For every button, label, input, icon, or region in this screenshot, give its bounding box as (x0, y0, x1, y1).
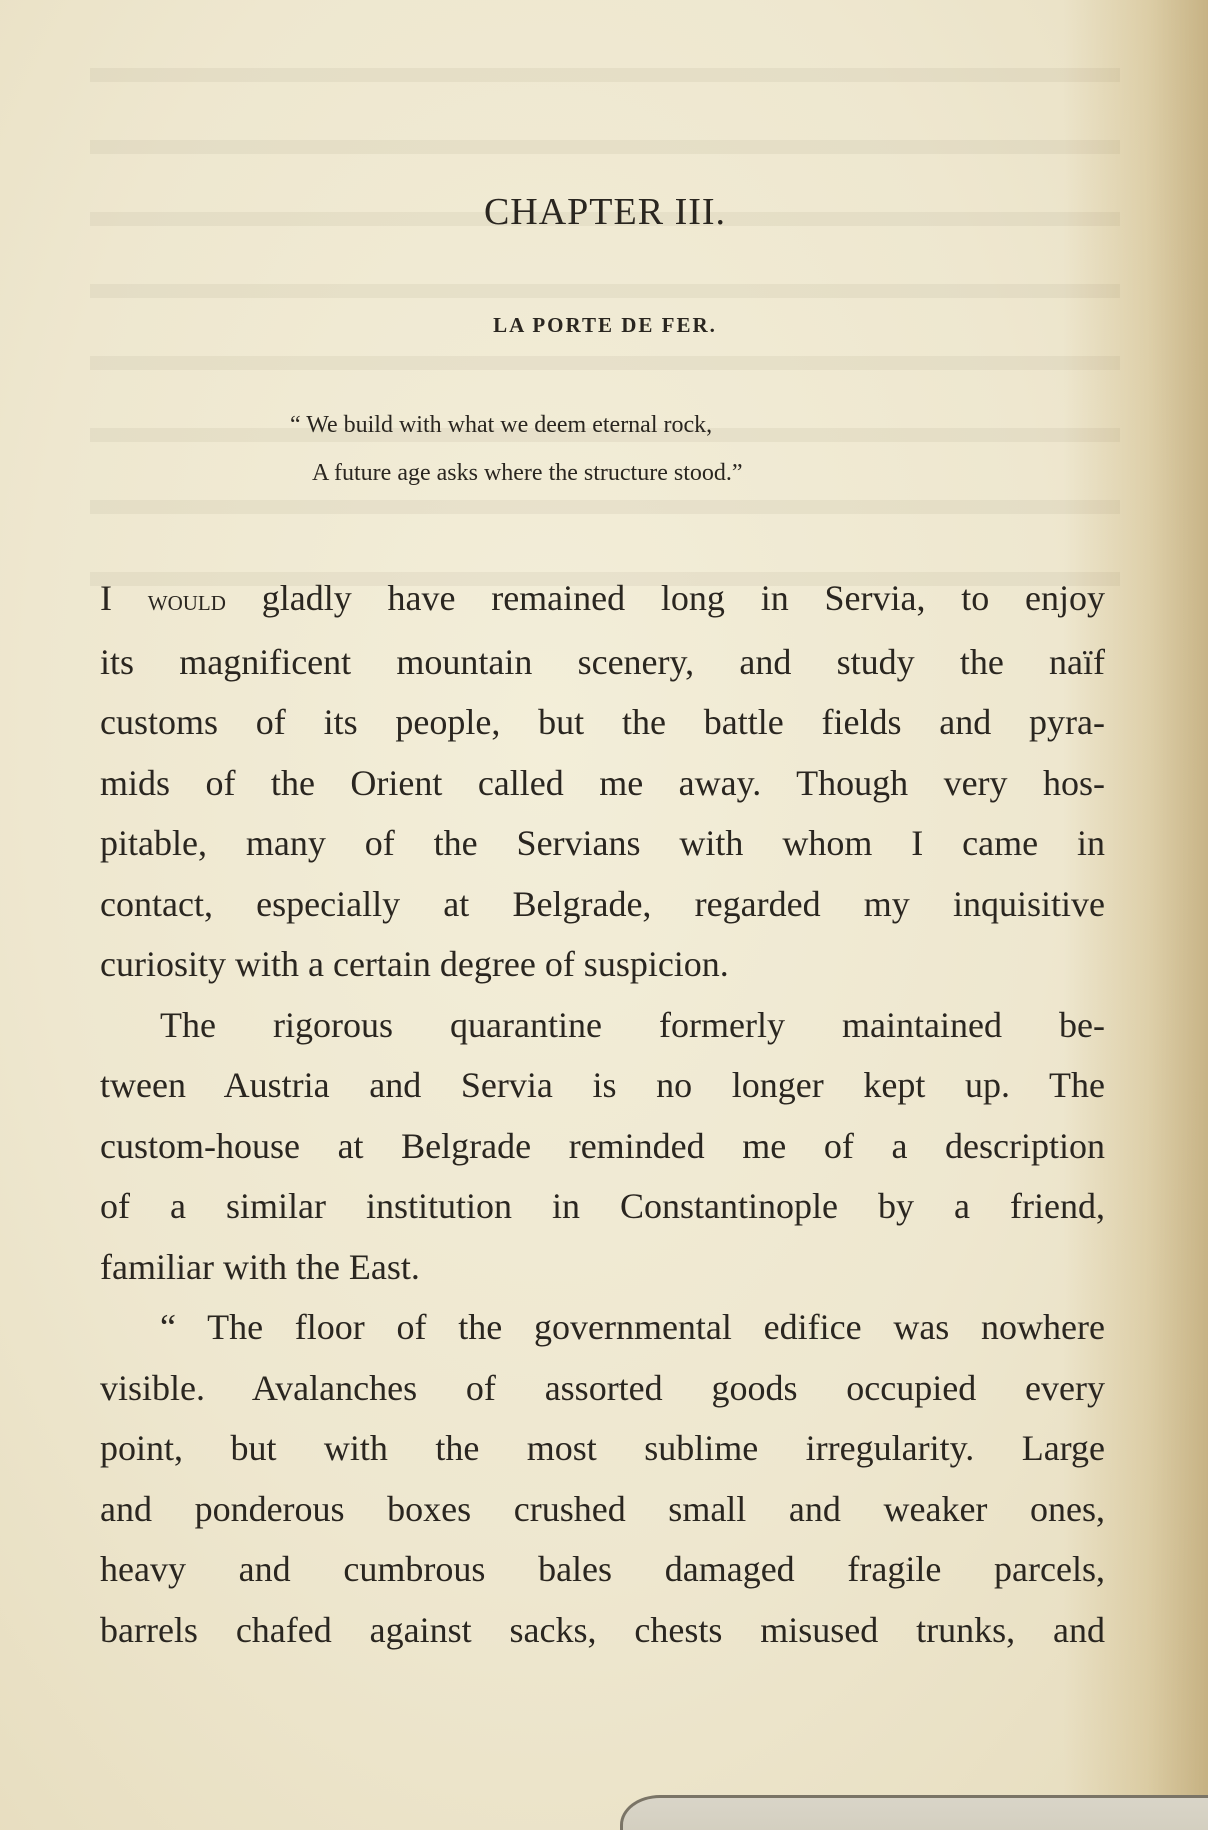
next-page-edge (620, 1795, 1208, 1830)
chapter-subtitle: LA PORTE DE FER. (493, 313, 717, 337)
text-line: tween Austria and Servia is no longer kept up. The (100, 1065, 1105, 1105)
text-line: mids of the Orient called me away. Though very hos- (100, 762, 1105, 803)
epigraph-line-2: A future age asks where the structure stood.” (312, 460, 743, 486)
text-line: The rigorous quarantine formerly maintained be- (160, 1004, 1105, 1045)
epigraph-line-1: “ We build with what we deem eternal rock, (290, 412, 713, 438)
text-line: point, but with the most sublime irregularity. Large (100, 1428, 1105, 1468)
text-line: customs of its people, but the battle fields and pyra- (100, 702, 1105, 742)
text-line: I would gladly have remained long in Servia, to enjoy (100, 578, 1105, 618)
text-line: familiar with the East. (100, 1246, 420, 1287)
text-line: curiosity with a certain degree of suspicion. (100, 944, 729, 984)
text-line: contact, especially at Belgrade, regarded my inquisitive (100, 883, 1105, 924)
text-line: barrels chafed against sacks, chests misused trunks, and (100, 1609, 1105, 1650)
chapter-title: CHAPTER III. (483, 191, 727, 233)
text-line: and ponderous boxes crushed small and weaker ones, (100, 1488, 1105, 1529)
text-line: of a similar institution in Constantinople by a friend, (100, 1186, 1105, 1226)
lead-smallcaps: would (147, 584, 226, 617)
paragraph-3 (100, 1297, 1105, 1660)
drop-lead: I (100, 578, 112, 618)
text-line: heavy and cumbrous bales damaged fragile parcels, (100, 1549, 1105, 1589)
text-line: custom-house at Belgrade reminded me of a description (100, 1125, 1105, 1166)
paragraph-2 (100, 995, 1105, 1298)
text-line: pitable, many of the Servians with whom I came in (100, 823, 1105, 863)
text-line: visible. Avalanches of assorted goods occupied every (100, 1367, 1105, 1408)
body-text (100, 568, 1105, 1660)
text-line: its magnificent mountain scenery, and study the naïf (100, 641, 1105, 682)
text-line: “ The floor of the governmental edifice was nowhere (160, 1307, 1105, 1347)
paragraph-1 (100, 568, 1105, 995)
